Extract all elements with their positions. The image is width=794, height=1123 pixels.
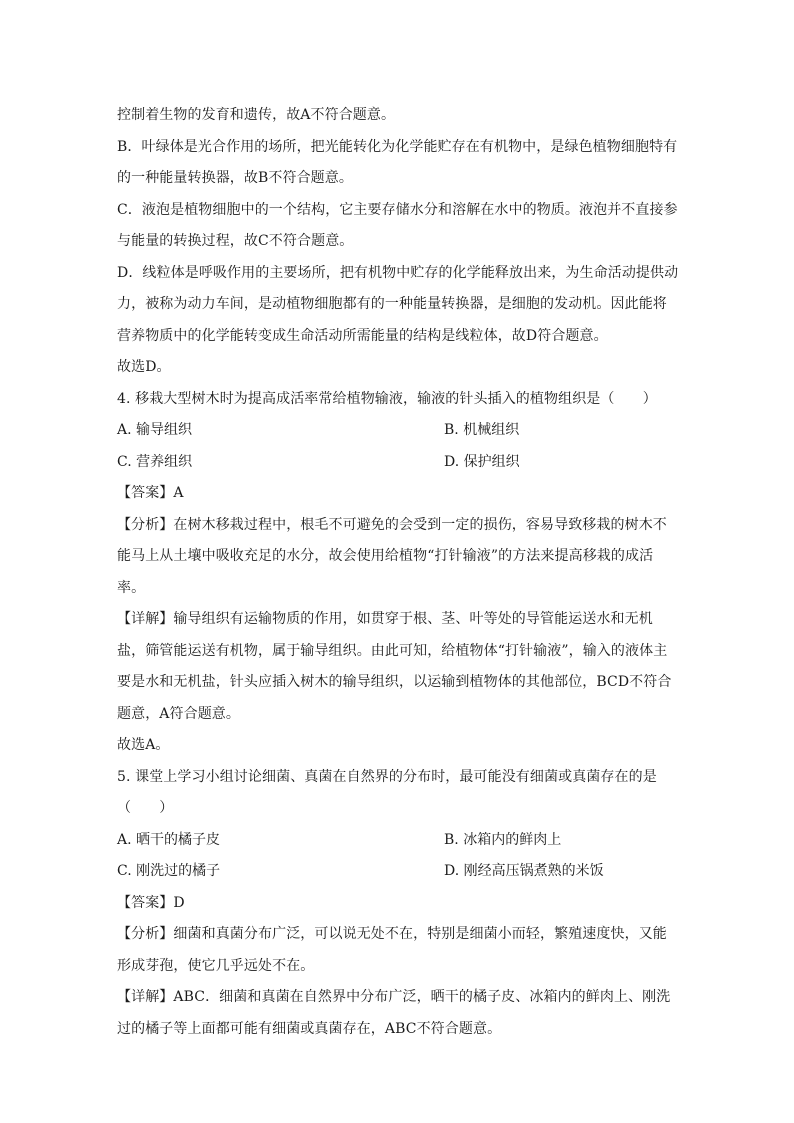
q5-detail-cont: 过的橘子等上面都可能有细菌或真菌存在，ABC不符合题意。 [117, 1020, 502, 1037]
q4-option-d: D. 保护组织 [444, 453, 520, 470]
q3-option-c-explanation-cont: 与能量的转换过程，故C不符合题意。 [117, 233, 354, 249]
q5-option-c: C. 刚洗过的橘子 [117, 863, 221, 879]
q5-analysis: 【分析】细菌和真菌分布广泛，可以说无处不在，特别是细菌小而轻，繁殖速度快，又能 [117, 926, 667, 942]
q4-detail-cont2: 要是水和无机盐，针头应插入树木的输导组织，以运输到植物体的其他部位，BCD不符合 [117, 674, 672, 690]
q5-answer: 【答案】D [117, 894, 185, 911]
q4-answer: 【答案】A [117, 485, 184, 501]
q5-options-row-1 [117, 825, 677, 857]
document-page [117, 100, 677, 1045]
q5-option-a: A. 晒干的橘子皮 [117, 831, 221, 848]
q3-option-b-explanation: B．叶绿体是光合作用的场所，把光能转化为化学能贮存在有机物中，是绿色植物细胞特有 [117, 138, 678, 155]
q5-detail: 【详解】ABC．细菌和真菌在自然界中分布广泛，晒干的橘子皮、冰箱内的鲜肉上、刚洗 [117, 989, 671, 1005]
q3-option-d-explanation-cont2: 营养物质中的化学能转变成生命活动所需能量的结构是线粒体，故D符合题意。 [117, 327, 608, 344]
q5-stem-cont: （ ） [117, 800, 174, 816]
q4-options-row-1 [117, 415, 677, 447]
q4-choice: 故选A。 [117, 737, 170, 753]
q4-analysis-cont: 能马上从土壤中吸收充足的水分，故会使用给植物“打针输液”的方法来提高移栽的成活 [117, 548, 654, 564]
q4-analysis: 【分析】在树木移栽过程中，根毛不可避免的会受到一定的损伤，容易导致移栽的树木不 [117, 516, 667, 533]
q5-analysis-cont: 形成芽孢，使它几乎远处不在。 [117, 957, 315, 974]
q3-choice: 故选D。 [117, 359, 171, 375]
q3-option-b-explanation-cont: 的一种能量转换器，故B不符合题意。 [117, 170, 353, 186]
q4-detail-cont: 盐，筛管能运送有机物，属于输导组织。由此可知，给植物体“打针输液”，输入的液体主 [117, 642, 668, 659]
q4-options-row-2 [117, 447, 677, 479]
q3-option-c-explanation: C．液泡是植物细胞中的一个结构，它主要存储水分和溶解在水中的物质。液泡并不直接参 [117, 201, 678, 218]
q3-option-d-explanation: D．线粒体是呼吸作用的主要场所，把有机物中贮存的化学能释放出来，为生命活动提供动 [117, 264, 679, 281]
q5-option-d: D. 刚经高压锅煮熟的米饭 [444, 863, 604, 879]
q5-options-row-2 [117, 856, 677, 888]
q4-analysis-cont2: 率。 [117, 579, 146, 596]
q5-stem: 5. 课堂上学习小组讨论细菌、真菌在自然界的分布时，最可能没有细菌或真菌存在的是 [117, 768, 657, 785]
q4-detail: 【详解】输导组织有运输物质的作用，如贯穿于根、茎、叶等处的导管能运送水和无机 [117, 611, 653, 627]
q4-option-c: C. 营养组织 [117, 453, 193, 470]
q4-option-a: A. 输导组织 [117, 422, 193, 438]
q4-detail-cont3: 题意，A符合题意。 [117, 705, 241, 722]
q5-option-b: B. 冰箱内的鲜肉上 [444, 831, 562, 848]
q3-explanation-line: 控制着生物的发育和遗传，故A不符合题意。 [117, 107, 396, 123]
q3-option-d-explanation-cont: 力，被称为动力车间，是动植物细胞都有的一种能量转换器，是细胞的发动机。因此能将 [117, 296, 667, 312]
q4-option-b: B. 机械组织 [444, 422, 520, 438]
q4-stem: 4. 移栽大型树木时为提高成活率常给植物输液，输液的针头插入的植物组织是（ ） [117, 390, 657, 407]
